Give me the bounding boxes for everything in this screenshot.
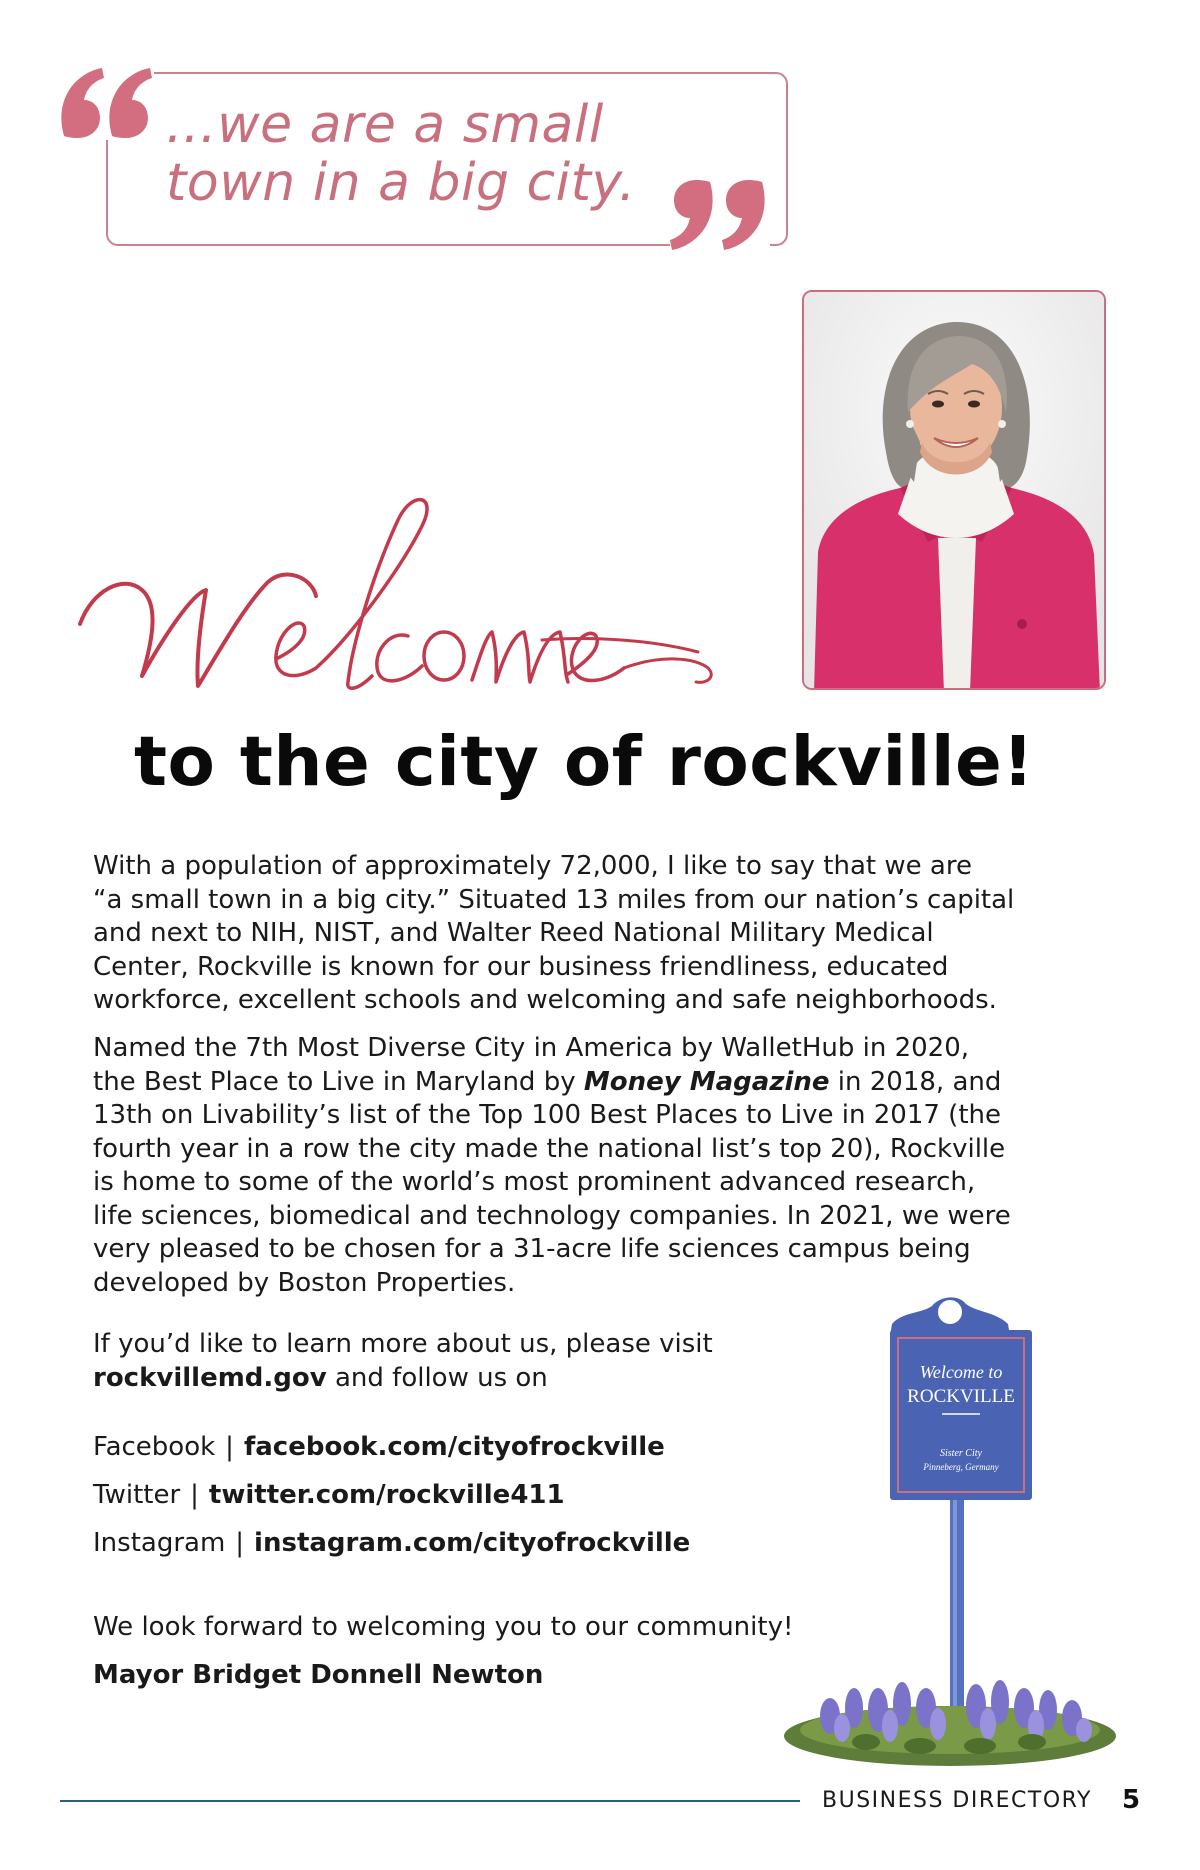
- learn-more-line: If you’d like to learn more about us, please visit: [93, 1329, 713, 1359]
- rankings-line: is home to some of the world’s most prominent advanced research,: [93, 1167, 976, 1197]
- open-quote-mark-icon: [58, 66, 154, 140]
- rankings-text: in 2018, and: [829, 1066, 1002, 1097]
- sign-line-3: Sister City: [940, 1448, 982, 1459]
- social-separator: |: [190, 1480, 199, 1510]
- social-instagram: [93, 1526, 690, 1560]
- intro-paragraph: [93, 850, 1053, 1018]
- pull-quote: [166, 96, 686, 212]
- intro-line: Center, Rockville is known for our business friendliness, educated: [93, 951, 949, 982]
- magazine-title: Money Magazine: [583, 1066, 830, 1097]
- rankings-line: developed by Boston Properties.: [93, 1267, 516, 1298]
- pull-quote-line-1: ...we are a small: [166, 95, 604, 155]
- intro-line: With a population of approximately 72,000, I like to say that we are: [93, 851, 972, 881]
- page-number: 5: [1122, 1785, 1141, 1815]
- mayor-portrait: [802, 290, 1106, 690]
- social-network-label: Instagram: [93, 1528, 226, 1558]
- intro-line: “a small town in a big city.” Situated 13 miles from our nation’s capital: [93, 884, 1015, 915]
- twitter-link[interactable]: twitter.com/rockville411: [208, 1480, 565, 1510]
- social-twitter: [93, 1478, 565, 1512]
- rankings-line: very pleased to be chosen for a 31-acre life sciences campus being: [93, 1234, 971, 1264]
- instagram-link[interactable]: instagram.com/cityofrockville: [254, 1528, 691, 1558]
- rankings-line: [93, 1066, 1053, 1100]
- footer-rule: [60, 1800, 800, 1802]
- sign-line-2: ROCKVILLE: [907, 1386, 1015, 1407]
- rankings-line: fourth year in a row the city made the national list’s top 20), Rockville: [93, 1133, 1006, 1164]
- rankings-paragraph: [93, 1032, 1053, 1300]
- intro-line: workforce, excellent schools and welcoming and safe neighborhoods.: [93, 985, 997, 1015]
- sign-line-1: Welcome to: [919, 1362, 1003, 1382]
- sign-line-4: Pinneberg, Germany: [923, 1462, 999, 1472]
- social-facebook: [93, 1430, 665, 1464]
- learn-more-paragraph: [93, 1328, 793, 1395]
- learn-more-text: and follow us on: [326, 1362, 548, 1393]
- page-title: to the city of rockville!: [134, 722, 1035, 802]
- mayor-signature: Mayor Bridget Donnell Newton: [93, 1660, 544, 1690]
- rockville-sign-illustration: [770, 1290, 1130, 1775]
- welcome-script-title: [72, 486, 722, 726]
- rankings-line: Named the 7th Most Diverse City in America by WalletHub in 2020,: [93, 1033, 970, 1063]
- social-separator: |: [225, 1432, 234, 1462]
- social-network-label: Twitter: [93, 1480, 181, 1510]
- closing-line: We look forward to welcoming you to our community!: [93, 1612, 794, 1642]
- intro-line: and next to NIH, NIST, and Walter Reed National Military Medical: [93, 918, 934, 948]
- social-separator: |: [235, 1528, 245, 1558]
- pull-quote-line-2: town in a big city.: [166, 153, 636, 213]
- rankings-text: the Best Place to Live in Maryland by: [93, 1066, 584, 1097]
- rankings-line: 13th on Livability’s list of the Top 100 Best Places to Live in 2017 (the: [93, 1100, 1001, 1130]
- learn-more-line: [93, 1362, 793, 1396]
- social-network-label: Facebook: [93, 1432, 216, 1462]
- footer-publication-label: BUSINESS DIRECTORY: [822, 1788, 1092, 1813]
- facebook-link[interactable]: facebook.com/cityofrockville: [243, 1432, 665, 1462]
- website-link[interactable]: rockvillemd.gov: [93, 1362, 327, 1393]
- rankings-line: life sciences, biomedical and technology companies. In 2021, we were: [93, 1200, 1011, 1231]
